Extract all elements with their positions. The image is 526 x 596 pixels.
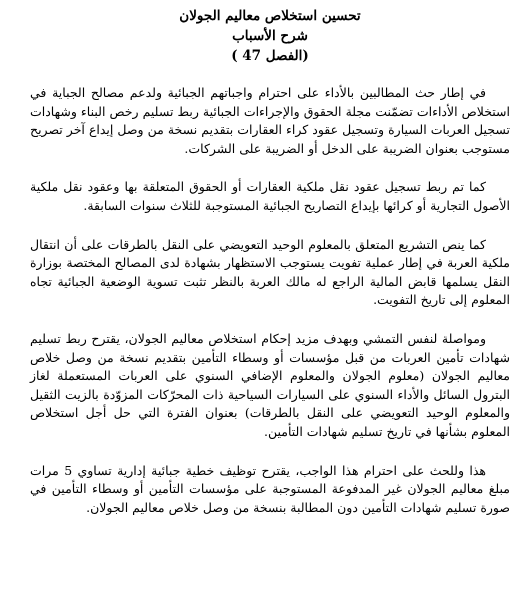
- document-subtitle: شرح الأسباب: [232, 28, 308, 44]
- paragraph-1: في إطار حث المطالبين بالأداء على احترام واجباتهم الجبائية ولدعم مصالح الجباية في استخلاص الأداءات تضمّنت مجلة الحقوق والإجراءات الجبائية ربط تسليم رخص البناء وشهادات تسجيل العربات السيارة وتسجيل عقود كراء العقارات بتقديم نسخة من وصل إيداع آخر تصريح مستوجب بعنوان الضريبة على الدخل أو الضريبة على الشركات.: [30, 85, 510, 156]
- paragraph-4: ومواصلة لنفس التمشي وبهدف مزيد إحكام استخلاص معاليم الجولان، يقترح ربط تسليم شهادات تأمين العربات من قبل مؤسسات أو وسطاء التأمين بتقديم نسخة من وصل خلاص معاليم الجولان (معلوم الجولان والمعلوم الإضافي السنوي على العربات المستعملة لغاز البترول السائل والأداء السنوي على السيارات السياحية ذات المحرّكات المزوّدة بالزيت الثقيل والمعلوم الوحيد التعويضي على النقل بالطرقات) بعنوان الفترة التي حل أجل استخلاص المعلوم بشأنها في تاريخ تسليم شهادات التأمين.: [30, 330, 510, 439]
- paragraph-3: كما ينص التشريع المتعلق بالمعلوم الوحيد التعويضي على النقل بالطرقات على أن انتقال ملكية العربة في إطار عملية تفويت يستوجب الاستظهار بشهادة لدى المصالح المختصة بوزارة النقل يسلمها قابض المالية الراجع له مالك العربة بالنظر تثبت تسوية الوضعية الجبائية تجاه المعلوم إلى تاريخ التفويت.: [30, 236, 510, 308]
- document-title: تحسين استخلاص معاليم الجولان: [179, 8, 361, 24]
- chapter-label: (الفصل 47 ): [231, 48, 309, 64]
- paragraph-2: كما تم ربط تسجيل عقود نقل ملكية العقارات أو الحقوق المتعلقة بها وعقود نقل ملكية الأصول التجارية أو كرائها بإيداع التصاريح الجبائية المستوجبة للثلاث سنوات السابقة.: [30, 179, 510, 213]
- document-page: [30, 6, 510, 537]
- document-body: [30, 84, 510, 517]
- document-header: [30, 6, 510, 66]
- paragraph-5: هذا وللحث على احترام هذا الواجب، يقترح توظيف خطية جبائية إدارية تساوي 5 مرات مبلغ معاليم الجولان غير المدفوعة المستوجبة على مؤسسات التأمين أو وسطاء التأمين في صورة تسليم شهادات التأمين دون المطالبة بنسخة من وصل خلاص معاليم الجولان.: [30, 462, 510, 515]
